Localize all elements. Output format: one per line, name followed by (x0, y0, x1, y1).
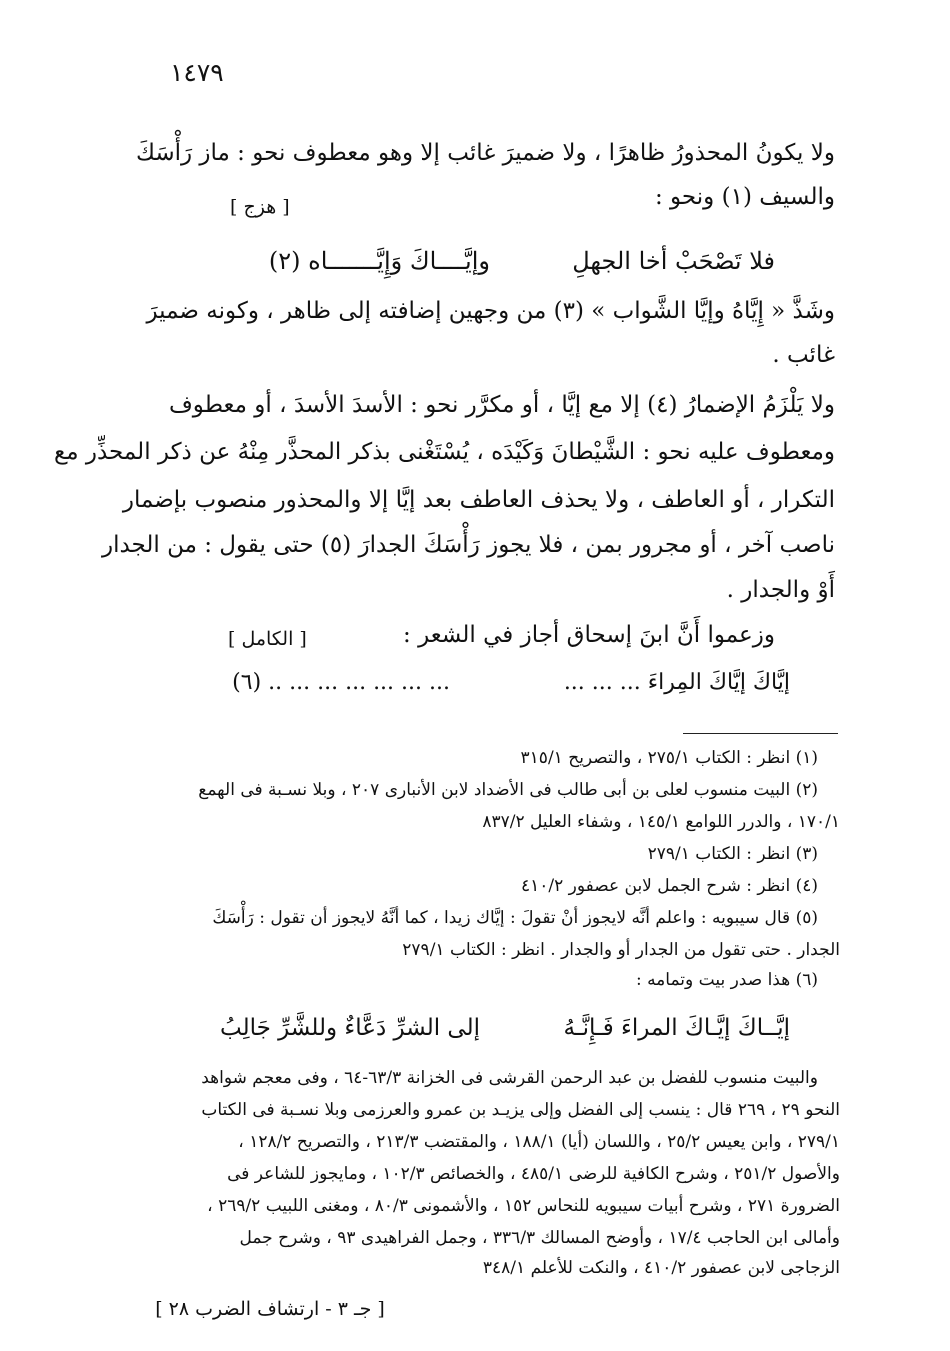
verse-hemistich-second: ... ... ... ... ... ... .. (٦) (232, 670, 450, 695)
footnote-line: الضرورة ٢٧١ ، وشرح أبيات سيبويه للنحاس ١٥٢ ، والأشمونى ٨٠/٣ ، ومغنى اللبيب ٢٦٩/٢ ، (207, 1196, 840, 1216)
verse-hemistich-second: وإيَّــــاكَ وَإِيَّـــــــاه (٢) (268, 247, 490, 275)
footnote-line: (٦) هذا صدر بيت وتمامه : (635, 970, 818, 990)
footnote-verse-first: إيَّــاكَ إيَّـاكَ المراءَ فَـإِنَّـهُ (563, 1015, 790, 1041)
footnote-line: (٥) قال سيبويه : واعلم أنَّه لايجوز أنْ تقولَ : إيَّاك زيدا ، كما أنَّهُ لايجوز أن تقول : رَأْسَكَ (212, 908, 818, 928)
text-line: ومعطوف عليه نحو : الشَّيْطانَ وَكَيْدَه ، يُسْتَغْنى بذكر المحذَّر مِنْهُ عن ذكر المحذِّر مع (53, 439, 835, 465)
text-line: ولا يَلْزَمُ الإضمارُ (٤) إلا مع إيَّا ، أو مكرَّر نحو : الأسدَ الأسدَ ، أو معطوف (168, 392, 835, 418)
text-line: وزعموا أَنَّ ابنَ إسحاق أجاز في الشعر : (403, 622, 775, 648)
verse-hemistich-first: فلا تَصْحَبْ أخا الجهلِ (572, 247, 775, 275)
footnote-line: ٢٧٩/١ ، وابن يعيس ٢٥/٢ ، واللسان (أيا) ١٨٨/١ ، والمقتضب ٢١٣/٣ ، والتصريح ١٢٨/٢ ، (238, 1132, 840, 1152)
text-line: ناصب آخر ، أو مجرور بمن ، فلا يجوز رَأْسَكَ الجدارَ (٥) حتى يقول : من الجدار (101, 532, 835, 558)
page-number: ١٤٧٩ (170, 58, 224, 87)
text-line: التكرار ، أو العاطف ، ولا يحذف العاطف بعد إيَّا إلا والمحذور منصوب بإضمار (122, 487, 835, 513)
footnote-verse-second: إلى الشرِّ دَعَّاءٌ وللشَّرِّ جَالِبُ (220, 1015, 480, 1041)
text-line: أَوْ والجدار . (726, 577, 835, 603)
footnote-line: والبيت منسوب للفضل بن عبد الرحمن القرشى فى الخزانة ٦٣/٣-٦٤ ، وفى معجم شواهد (201, 1068, 818, 1088)
footnote-line: الجدار . حتى تقول من الجدار أو والجدار . انظر : الكتاب ٢٧٩/١ (402, 940, 840, 960)
page-footer: [ جـ ٣ - ارتشاف الضرب ٢٨ ] (155, 1298, 385, 1320)
footnote-separator (683, 733, 838, 734)
text-line: والسيف (١) ونحو : (654, 184, 835, 210)
footnote-line: ١٧٠/١ ، والدرر اللوامع ١٤٥/١ ، وشفاء العليل ٨٣٧/٢ (482, 812, 840, 832)
footnote-line: (٢) البيت منسوب لعلى بن أبى طالب فى الأضداد لابن الأنبارى ٢٠٧ ، وبلا نسـبة فى الهمع (198, 780, 818, 800)
footnote-line: (٤) انظر : شرح الجمل لابن عصفور ٤١٠/٢ (520, 876, 818, 896)
footnote-line: (٣) انظر : الكتاب ٢٧٩/١ (647, 844, 818, 864)
verse-hemistich-first: إيَّاكَ إيَّاكَ المِراءَ ... ... ... (563, 670, 790, 695)
footnote-line: (١) انظر : الكتاب ٢٧٥/١ ، والتصريح ٣١٥/١ (520, 748, 818, 768)
text-line: ولا يكونُ المحذورُ ظاهرًا ، ولا ضميرَ غائب إلا وهو معطوف نحو : ماز رَأْسَكَ (135, 140, 835, 166)
text-line: وشَذَّ « إِيَّاهُ وإيَّا الشَّواب » (٣) من وجهين إضافته إلى ظاهر ، وكونه ضميرَ (146, 298, 835, 324)
footnote-line: وأمالى ابن الحاجب ١٧/٤ ، وأوضح المسالك ٣٣٦/٣ ، وجمل الفراهيدى ٩٣ ، وشرح جمل (239, 1228, 840, 1248)
footnote-line: الزجاجى لابن عصفور ٤١٠/٢ ، والنكت للأعلم ٣٤٨/١ (482, 1258, 840, 1278)
footnote-line: والأصول ٢٥١/٢ ، وشرح الكافية للرضى ٤٨٥/١ ، والخصائص ١٠٢/٣ ، ومايجوز للشاعر فى (227, 1164, 840, 1184)
meter-label: [ هزج ] (230, 196, 290, 218)
text-line: غائب . (772, 342, 835, 368)
meter-label: [ الكامل ] (228, 628, 307, 650)
footnote-line: النحو ٢٩ ، ٢٦٩ قال : ينسب إلى الفضل وإلى يزيـد بن عمرو والعرزمى وبلا نسـبة فى الكتاب (201, 1100, 840, 1120)
